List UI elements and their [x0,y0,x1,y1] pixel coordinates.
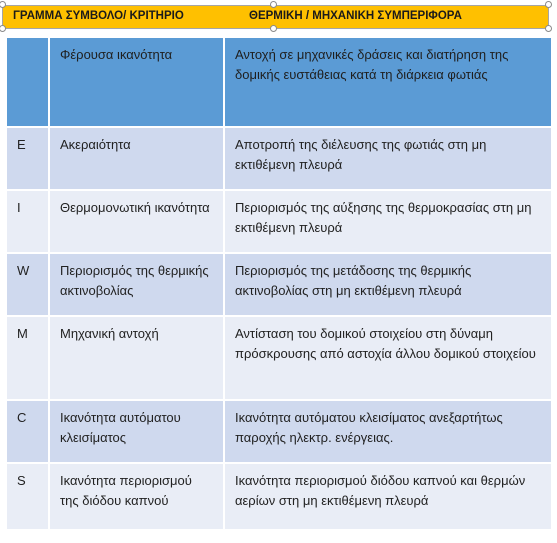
header-right-title: ΘΕΡΜΙΚΗ / ΜΗΧΑΝΙΚΗ ΣΥΜΠΕΡΙΦΟΡΑ [249,10,462,22]
header-left-title: ΓΡΑΜΜΑ ΣΥΜΒΟΛΟ/ ΚΡΙΤΗΡΙΟ [13,10,184,22]
header-symbol-cell [6,37,49,127]
header-behavior-cell: Αντοχή σε μηχανικές δράσεις και διατήρηση της δομικής ευστάθειας κατά τη διάρκεια φωτιάς [224,37,552,127]
symbol-cell: M [6,316,49,400]
criterion-cell: Θερμομονωτική ικανότητα [49,190,224,253]
symbol-cell: S [6,463,49,530]
behavior-cell: Περιορισμός της μετάδοσης της θερμικής ακτινοβολίας στη μη εκτιθέμενη πλευρά [224,253,552,316]
criterion-cell: Ακεραιότητα [49,127,224,190]
table-row [6,463,552,530]
behavior-cell: Περιορισμός της αύξησης της θερμοκρασίας στη μη εκτιθέμενη πλευρά [224,190,552,253]
resize-handle-top-middle[interactable] [270,1,277,8]
symbol-cell: E [6,127,49,190]
resize-handle-bottom-left[interactable] [0,25,6,32]
symbol-cell: W [6,253,49,316]
criterion-cell: Μηχανική αντοχή [49,316,224,400]
symbol-cell: C [6,400,49,463]
behavior-cell: Αποτροπή της διέλευσης της φωτιάς στη μη εκτιθέμενη πλευρά [224,127,552,190]
table-row [6,190,552,253]
behavior-cell: Αντίσταση του δομικού στοιχείου στη δύναμη πρόσκρουσης από αστοχία άλλου δομικού στοιχείου [224,316,552,400]
table-row [6,127,552,190]
table-header-row [6,37,552,127]
table-row [6,400,552,463]
behavior-cell: Ικανότητα περιορισμού διόδου καπνού και θερμών αερίων στη μη εκτιθέμενη πλευρά [224,463,552,530]
criterion-cell: Ικανότητα περιορισμού της διόδου καπνού [49,463,224,530]
table-row [6,253,552,316]
header-criterion-cell: Φέρουσα ικανότητα [49,37,224,127]
symbol-cell: I [6,190,49,253]
resize-handle-bottom-middle[interactable] [270,25,277,32]
resize-handle-bottom-right[interactable] [545,25,552,32]
fire-criteria-table [5,36,553,531]
behavior-cell: Ικανότητα αυτόματου κλεισίματος ανεξαρτήτως παροχής ηλεκτρ. ενέργειας. [224,400,552,463]
resize-handle-top-right[interactable] [545,1,552,8]
table-row [6,316,552,400]
criterion-cell: Περιορισμός της θερμικής ακτινοβολίας [49,253,224,316]
criterion-cell: Ικανότητα αυτόματου κλεισίματος [49,400,224,463]
